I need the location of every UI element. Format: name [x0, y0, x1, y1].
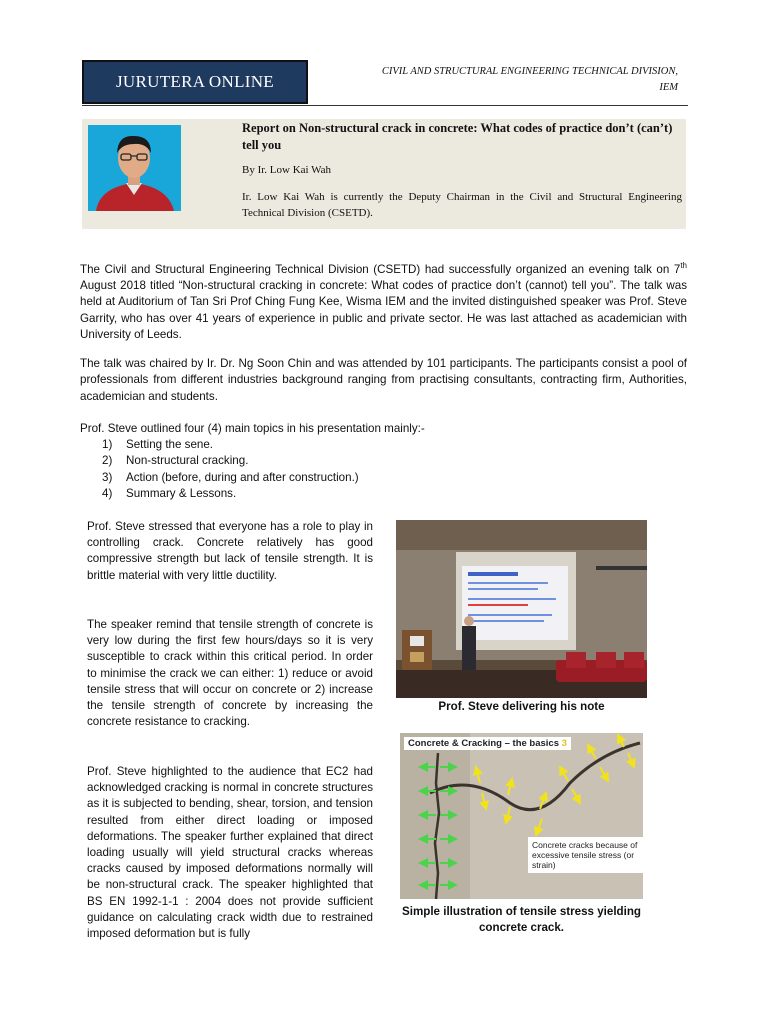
topics-list	[102, 437, 359, 502]
lecture-caption: Prof. Steve delivering his note	[438, 700, 605, 713]
division-line-2: IEM	[659, 82, 678, 93]
list-text: Non-structural cracking.	[126, 454, 249, 468]
chair-paragraph: The talk was chaired by Ir. Dr. Ng Soon Chin and was attended by 101 participants. The participants consist a pool of professionals from different industries background ranging from practising consultants, contracting firm, Authorities, academician and students.	[80, 357, 687, 403]
report-title: Report on Non-structural crack in concrete: What codes of practice don’t (can’t) tell you	[242, 121, 673, 152]
list-number: 1)	[102, 438, 113, 451]
brand-logo: JURUTERA ONLINE	[82, 60, 308, 104]
crack-slide-title	[404, 737, 571, 750]
list-number: 4)	[102, 486, 113, 500]
intro-text-a: The Civil and Structural Engineering Technical Division (CSETD) had successfully organized an evening talk on 7	[80, 262, 681, 276]
author-photo	[88, 125, 181, 211]
byline: By Ir. Low Kai Wah	[242, 164, 332, 176]
list-item	[102, 486, 359, 502]
tensile-paragraph: The speaker remind that tensile strength of concrete is very low during the first few hours/days so it is very susceptible to crack within this critical period. In order to minimise the crack we can either: 1) reduce or avoid tensile stress that will occur on concrete or 2) increase the tensile strength of concrete by increasing the concrete resistance to cracking.	[87, 618, 373, 729]
ordinal-suffix: th	[680, 261, 687, 270]
list-number: 2)	[102, 454, 113, 468]
crack-caption: Simple illustration of tensile stress yielding concrete crack.	[401, 905, 642, 935]
crack-note: Concrete cracks because of excessive tensile stress (or strain)	[528, 837, 643, 873]
division-name	[318, 64, 678, 96]
role-paragraph: Prof. Steve stressed that everyone has a role to play in controlling crack. Concrete relatively has good compressive strength but lack of tensile strength. It is brittle material with very little ductility.	[87, 520, 373, 582]
crack-title-text: Concrete & Cracking – the basics	[408, 738, 559, 749]
author-box	[82, 119, 686, 229]
crack-title-number: 3	[561, 738, 567, 749]
list-text: Summary & Lessons.	[126, 486, 237, 500]
topics-intro: Prof. Steve outlined four (4) main topics in his presentation mainly:-	[80, 422, 425, 435]
list-text: Setting the sene.	[126, 438, 214, 451]
author-bio: Ir. Low Kai Wah is currently the Deputy Chairman in the Civil and Structural Engineering Technical Division (CSETD).	[242, 191, 682, 219]
intro-text-b: August 2018 titled “Non-structural cracking in concrete: What codes of practice don’t (cannot) tell you”. The talk was held at Auditorium of Tan Sri Prof Ching Fung Kee, Wisma IEM and the invited distinguished speaker was Prof. Steve Garrity, who has over 41 years of experience in public and private sector. He was last attached as academician with University of Leeds.	[80, 279, 687, 342]
ec2-paragraph: Prof. Steve highlighted to the audience that EC2 had acknowledged cracking is normal in concrete structures as it is subjected to bending, shear, torsion, and tension resulted from either direct loading or imposed deformations. The speaker further explained that direct loading usually will yield structural cracks whereas cracks caused by imposed deformations normally will be non-structural crack. The speaker highlighted that BS EN 1992-1-1 : 2004 does not provide sufficient guidance on calculating crack width due to restrained imposed deformation but is fully	[87, 765, 373, 941]
list-item	[102, 453, 359, 469]
intro-paragraph	[80, 258, 687, 343]
list-number: 3)	[102, 470, 113, 484]
list-item	[102, 437, 359, 453]
crack-illustration	[400, 733, 643, 899]
list-text: Action (before, during and after construction.)	[126, 470, 359, 484]
list-item	[102, 470, 359, 486]
lecture-photo	[396, 520, 647, 698]
division-line-1: CIVIL AND STRUCTURAL ENGINEERING TECHNICAL DIVISION,	[381, 66, 678, 77]
